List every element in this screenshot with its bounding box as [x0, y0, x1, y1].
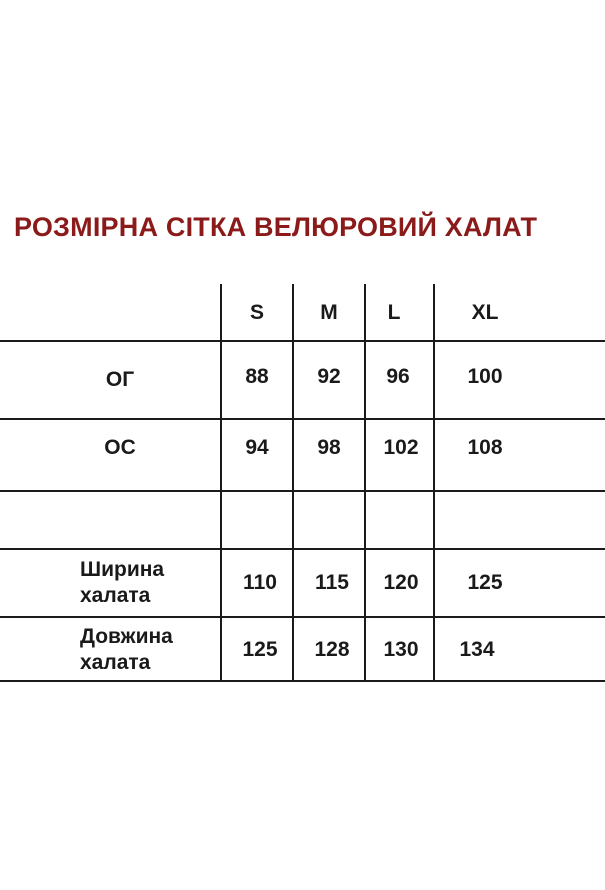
table-cell: 125 — [242, 638, 278, 661]
row-label-line: Довжина — [80, 625, 173, 648]
row-divider — [0, 616, 605, 618]
column-header-l: L — [387, 301, 401, 324]
table-cell: 92 — [317, 365, 341, 388]
table-cell: 102 — [383, 436, 419, 459]
table-cell: 134 — [459, 638, 495, 661]
page-title: РОЗМІРНА СІТКА ВЕЛЮРОВИЙ ХАЛАТ — [14, 212, 538, 242]
row-divider — [0, 680, 605, 682]
row-label-os: ОС — [104, 436, 136, 459]
table-cell: 100 — [467, 365, 503, 388]
row-divider — [0, 548, 605, 550]
row-label-length — [80, 620, 220, 680]
row-label-line: Ширина — [80, 558, 165, 581]
table-cell: 128 — [314, 638, 350, 661]
table-cell: 120 — [383, 571, 419, 594]
table-cell: 96 — [386, 365, 410, 388]
column-header-s: S — [249, 301, 264, 324]
column-header-xl: XL — [471, 301, 499, 324]
row-label-og: ОГ — [105, 368, 135, 391]
table-cell: 130 — [383, 638, 419, 661]
table-cell: 88 — [245, 365, 269, 388]
row-label-width — [80, 552, 220, 614]
table-cell: 110 — [243, 571, 277, 594]
table-cell: 94 — [245, 436, 269, 459]
table-cell: 115 — [315, 571, 349, 594]
table-cell: 98 — [317, 436, 341, 459]
table-cell: 125 — [467, 571, 503, 594]
row-label-line: халата — [80, 651, 151, 674]
row-label-line: халата — [80, 584, 151, 607]
row-divider — [0, 490, 605, 492]
table-cell: 108 — [467, 436, 503, 459]
column-header-m: M — [320, 301, 338, 324]
